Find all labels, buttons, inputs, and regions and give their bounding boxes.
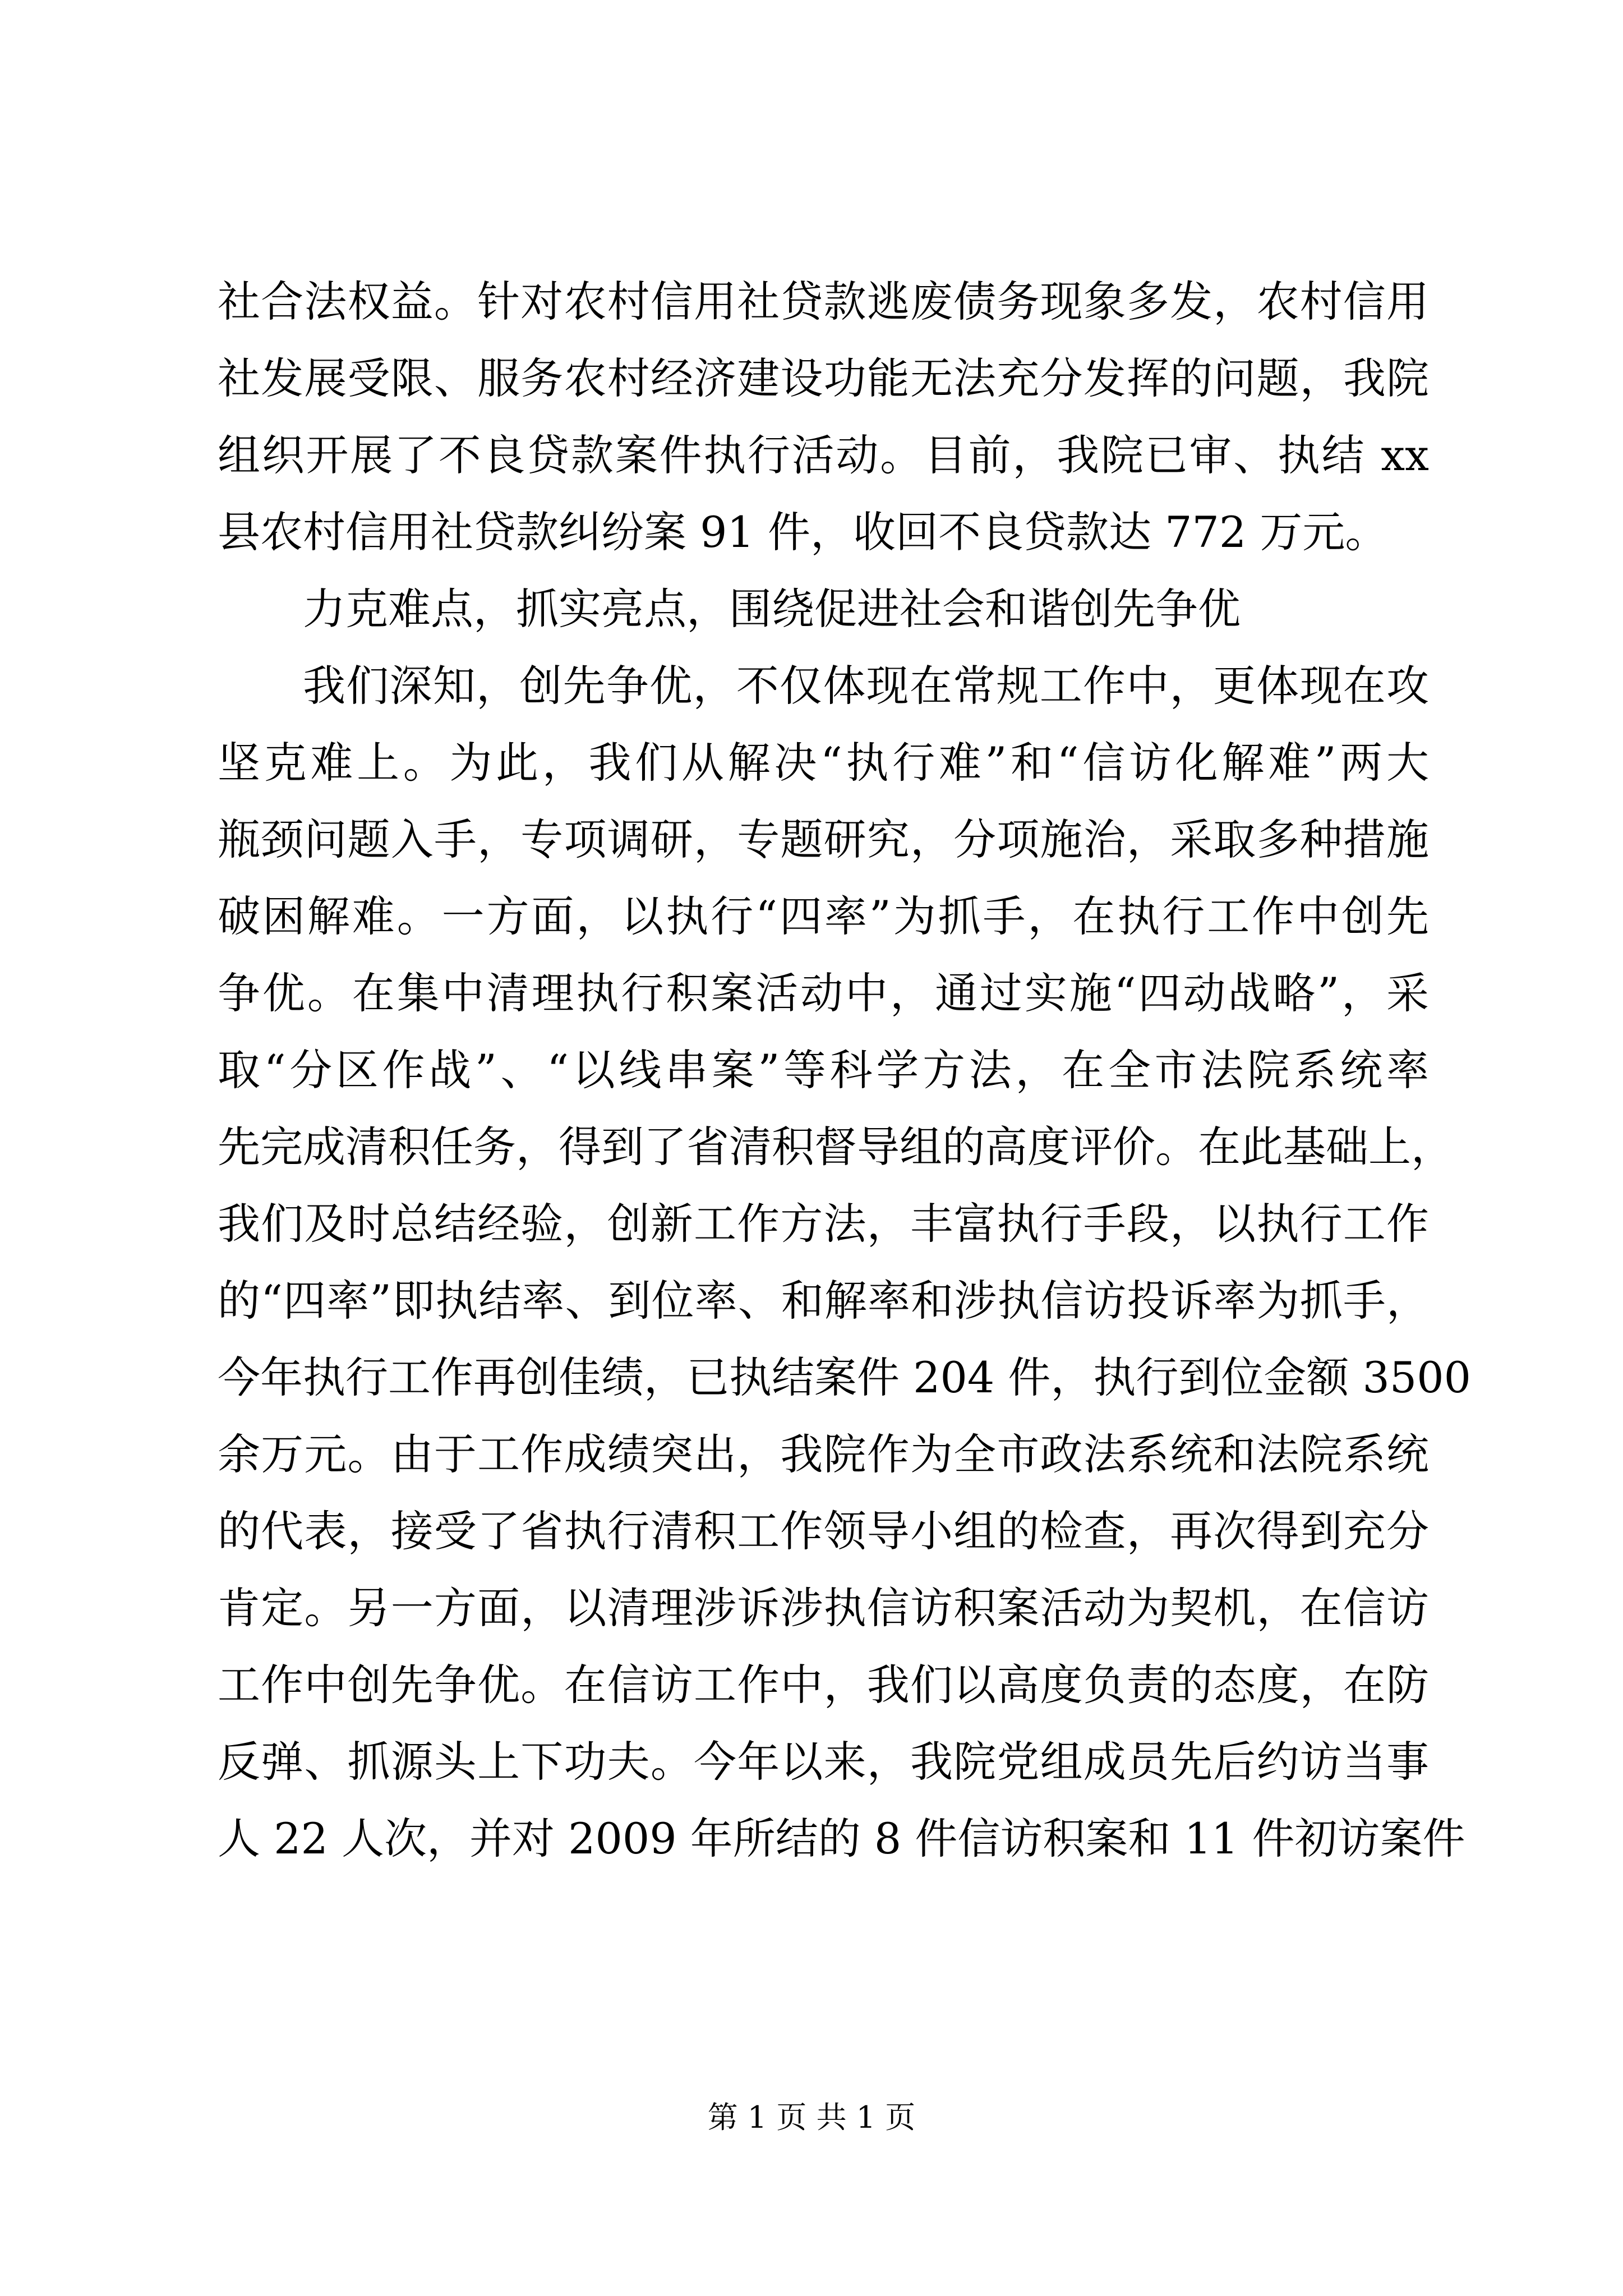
- text-line-10: 争优。在集中清理执行积案活动中，通过实施“四动战略”，采: [218, 968, 1429, 1018]
- text-line-17: 的代表，接受了省执行清积工作领导小组的检查，再次得到充分: [218, 1506, 1429, 1556]
- text-line-4: 县农村信用社贷款纠纷案 91 件，收回不良贷款达 772 万元。: [218, 507, 1388, 557]
- text-line-18: 肯定。另一方面，以清理涉诉涉执信访积案活动为契机，在信访: [218, 1583, 1429, 1633]
- text-line-9: 破困解难。一方面，以执行“四率”为抓手，在执行工作中创先: [218, 891, 1429, 941]
- text-line-14: 的“四率”即执结率、到位率、和解率和涉执信访投诉率为抓手，: [218, 1276, 1429, 1326]
- text-line-3: 组织开展了不良贷款案件执行活动。目前，我院已审、执结 xx: [218, 430, 1429, 480]
- text-line-11: 取“分区作战”、“以线串案”等科学方法，在全市法院系统率: [218, 1045, 1429, 1095]
- text-line-20: 反弹、抓源头上下功夫。今年以来，我院党组成员先后约访当事: [218, 1737, 1429, 1787]
- section-heading: 力克难点，抓实亮点，围绕促进社会和谐创先争优: [303, 584, 1241, 634]
- text-line-16: 余万元。由于工作成绩突出，我院作为全市政法系统和法院系统: [218, 1429, 1429, 1479]
- text-line-21: 人 22 人次，并对 2009 年所结的 8 件信访积案和 11 件初访案件: [218, 1814, 1465, 1864]
- text-line-1: 社合法权益。针对农村信用社贷款逃废债务现象多发，农村信用: [218, 277, 1429, 326]
- text-line-8: 瓶颈问题入手，专项调研，专题研究，分项施治，采取多种措施: [218, 815, 1429, 864]
- page-footer: 第 1 页 共 1 页: [707, 2100, 916, 2135]
- text-line-12: 先完成清积任务，得到了省清积督导组的高度评价。在此基础上，: [218, 1122, 1454, 1172]
- text-line-13: 我们及时总结经验，创新工作方法，丰富执行手段，以执行工作: [218, 1199, 1429, 1249]
- text-line-19: 工作中创先争优。在信访工作中，我们以高度负责的态度，在防: [218, 1660, 1429, 1710]
- text-line-2: 社发展受限、服务农村经济建设功能无法充分发挥的问题，我院: [218, 353, 1429, 403]
- text-line-7: 坚克难上。为此，我们从解决“执行难”和“信访化解难”两大: [218, 738, 1429, 788]
- text-line-6: 我们深知，创先争优，不仅体现在常规工作中，更体现在攻: [303, 661, 1429, 711]
- text-line-15: 今年执行工作再创佳绩，已执结案件 204 件，执行到位金额 3500: [218, 1352, 1471, 1402]
